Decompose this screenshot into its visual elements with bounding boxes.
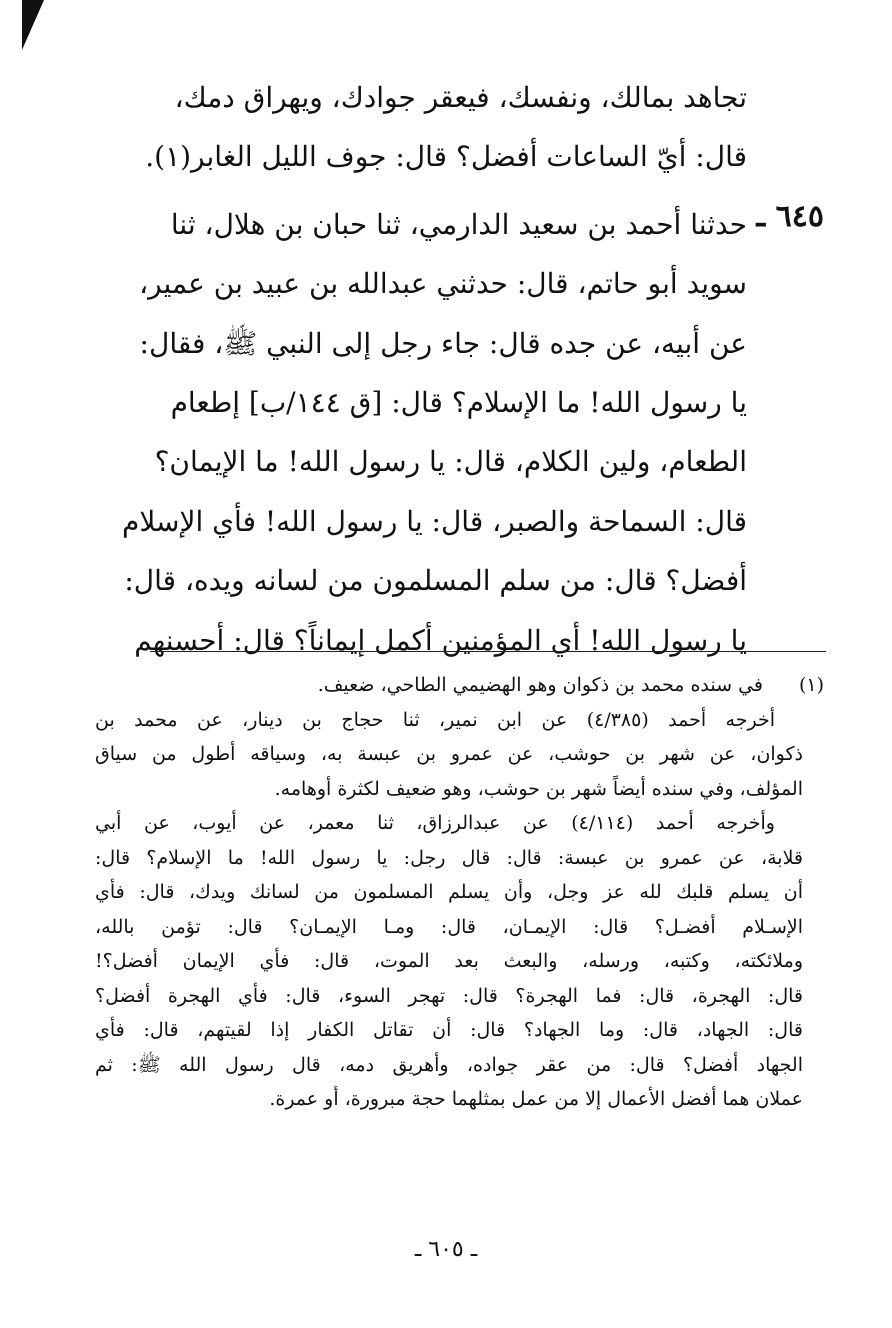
- footnote-line: قال: الجهاد، قال: وما الجهاد؟ قال: أن تقاتل الكفار إذا لقيتهم، قال: فأي: [95, 1019, 803, 1041]
- footnote-line: عملان هما أفضل الأعمال إلا من عمل بمثلهما حجة مبرورة، أو عمرة.: [269, 1088, 803, 1110]
- footnote-line: قلابة، عن عمرو بن عبسة: قال: قال رجل: يا رسول الله! ما الإسلام؟ قال:: [95, 846, 803, 869]
- main-text-line: عن أبيه، عن جده قال: جاء رجل إلى النبي ﷺ، فقال:: [139, 326, 747, 360]
- main-text-line: الطعام، ولين الكلام، قال: يا رسول الله! ما الإيمان؟: [154, 445, 747, 479]
- footnote-line: الجهاد أفضل؟ قال: من عقر جواده، وأهريق دمه، قال رسول الله ﷺ: ثم: [95, 1053, 803, 1076]
- footnote-block: [95, 668, 803, 1117]
- main-text-block: [95, 68, 747, 670]
- page-number: ـ ٦٠٥ ـ: [414, 1237, 478, 1262]
- footnote-line: أن يسلم قلبك لله عز وجل، وأن يسلم المسلمون من لسانك ويدك، قال: فأي: [95, 881, 803, 903]
- main-text-line: يا رسول الله! ما الإسلام؟ قال: [ق ١٤٤/ب] إطعام: [170, 385, 747, 419]
- hadith-number: ٦٤٥ ـ: [756, 199, 824, 234]
- footnote-line: وملائكته، وكتبه، ورسله، والبعث بعد الموت، قال: فأي الإيمان أفضل؟!: [95, 950, 803, 972]
- footnote-line: المؤلف، وفي سنده أيضاً شهر بن حوشب، وهو ضعيف لكثرة أوهامه.: [274, 777, 803, 800]
- footnote-line: وأخرجه أحمد (٤/١١٤) عن عبدالرزاق، ثنا معمر، عن أيوب، عن أبي: [95, 812, 775, 834]
- page-corner-mark: [22, 0, 44, 50]
- footnote-separator: [150, 651, 826, 652]
- footnote-line: ذكوان، عن شهر بن حوشب، عن عمرو بن عبسة به، وسياقه أطول من سياق: [95, 743, 803, 765]
- main-text-line: قال: السماحة والصبر، قال: يا رسول الله! فأي الإسلام: [121, 504, 747, 538]
- footnote-line: الإسـلام أفضـل؟ قال: الإيمـان، قال: ومـا الإيمـان؟ قال: تؤمن بالله،: [95, 915, 803, 938]
- main-text-line: حدثنا أحمد بن سعيد الدارمي، ثنا حبان بن هلال، ثنا: [170, 207, 747, 241]
- main-text-line: تجاهد بمالك، ونفسك، فيعقر جوادك، ويهراق دمك،: [174, 81, 747, 114]
- main-text-line: سويد أبو حاتم، قال: حدثني عبدالله بن عبيد بن عمير،: [139, 267, 747, 301]
- main-text-line: قال: أيّ الساعات أفضل؟ قال: جوف الليل الغابر(١).: [145, 140, 747, 174]
- footnote-line: أخرجه أحمد (٤/٣٨٥) عن ابن نمير، ثنا حجاج بن دينار، عن محمد بن: [95, 708, 775, 731]
- main-text-line: يا رسول الله! أي المؤمنين أكمل إيماناً؟ قال: أحسنهم: [134, 623, 747, 657]
- footnote-number: (١): [798, 674, 824, 696]
- main-text-line: أفضل؟ قال: من سلم المسلمون من لسانه ويده، قال:: [124, 564, 747, 598]
- footnote-line: في سنده محمد بن ذكوان وهو الهضيمي الطاحي، ضعيف.: [317, 674, 763, 696]
- footnote-line: قال: الهجرة، قال: فما الهجرة؟ قال: تهجر السوء، قال: فأي الهجرة أفضل؟: [95, 984, 803, 1007]
